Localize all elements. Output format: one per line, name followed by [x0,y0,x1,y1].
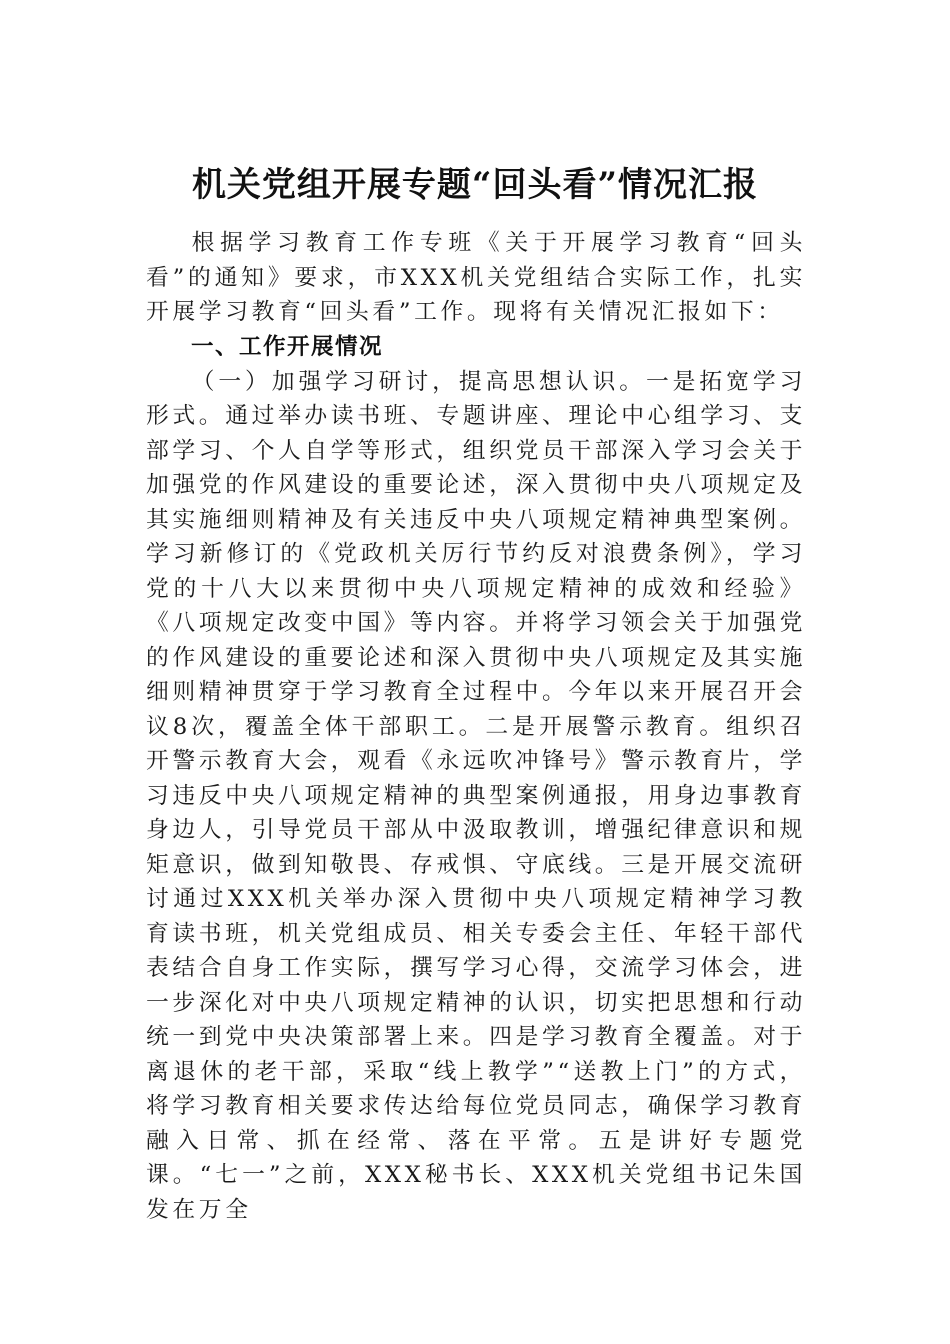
section-1-paragraph-1: （一）加强学习研讨，提高思想认识。一是拓宽学习形式。通过举办读书班、专题讲座、理论中心组学习、支部学习、个人自学等形式，组织党员干部深入学习会关于加强党的作风建设的重要论述，深入贯彻中央八项规定及其实施细则精神及有关违反中央八项规定精神典型案例。学习新修订的《党政机关厉行节约反对浪费条例》，学习党的十八大以来贯彻中央八项规定精神的成效和经验》《八项规定改变中国》等内容。并将学习领会关于加强党的作风建设的重要论述和深入贯彻中央八项规定及其实施细则精神贯穿于学习教育全过程中。今年以来开展召开会议8次，覆盖全体干部职工。二是开展警示教育。组织召开警示教育大会，观看《永远吹冲锋号》警示教育片，学习违反中央八项规定精神的典型案例通报，用身边事教育身边人，引导党员干部从中汲取教训，增强纪律意识和规矩意识，做到知敬畏、存戒惧、守底线。三是开展交流研讨通过XXX机关举办深入贯彻中央八项规定精神学习教育读书班，机关党组成员、相关专委会主任、年轻干部代表结合自身工作实际，撰写学习心得，交流学习体会，进一步深化对中央八项规定精神的认识，切实把思想和行动统一到党中央决策部署上来。四是学习教育全覆盖。对于离退休的老干部，采取“线上教学”“送教上门”的方式，将学习教育相关要求传达给每位党员同志，确保学习教育融入日常、抓在经常、落在平常。五是讲好专题党课。“七一”之前，XXX秘书长、XXX机关党组书记朱国发在万全 [146,368,806,1223]
intro-paragraph: 根据学习教育工作专班《关于开展学习教育“回头看”的通知》要求，市XXX机关党组结合实际工作，扎实开展学习教育“回头看”工作。现将有关情况汇报如下： [146,230,806,325]
document-title: 机关党组开展专题“回头看”情况汇报 [191,165,759,205]
document-body [146,226,806,1227]
section-1-heading: 一、工作开展情况 [191,333,384,360]
